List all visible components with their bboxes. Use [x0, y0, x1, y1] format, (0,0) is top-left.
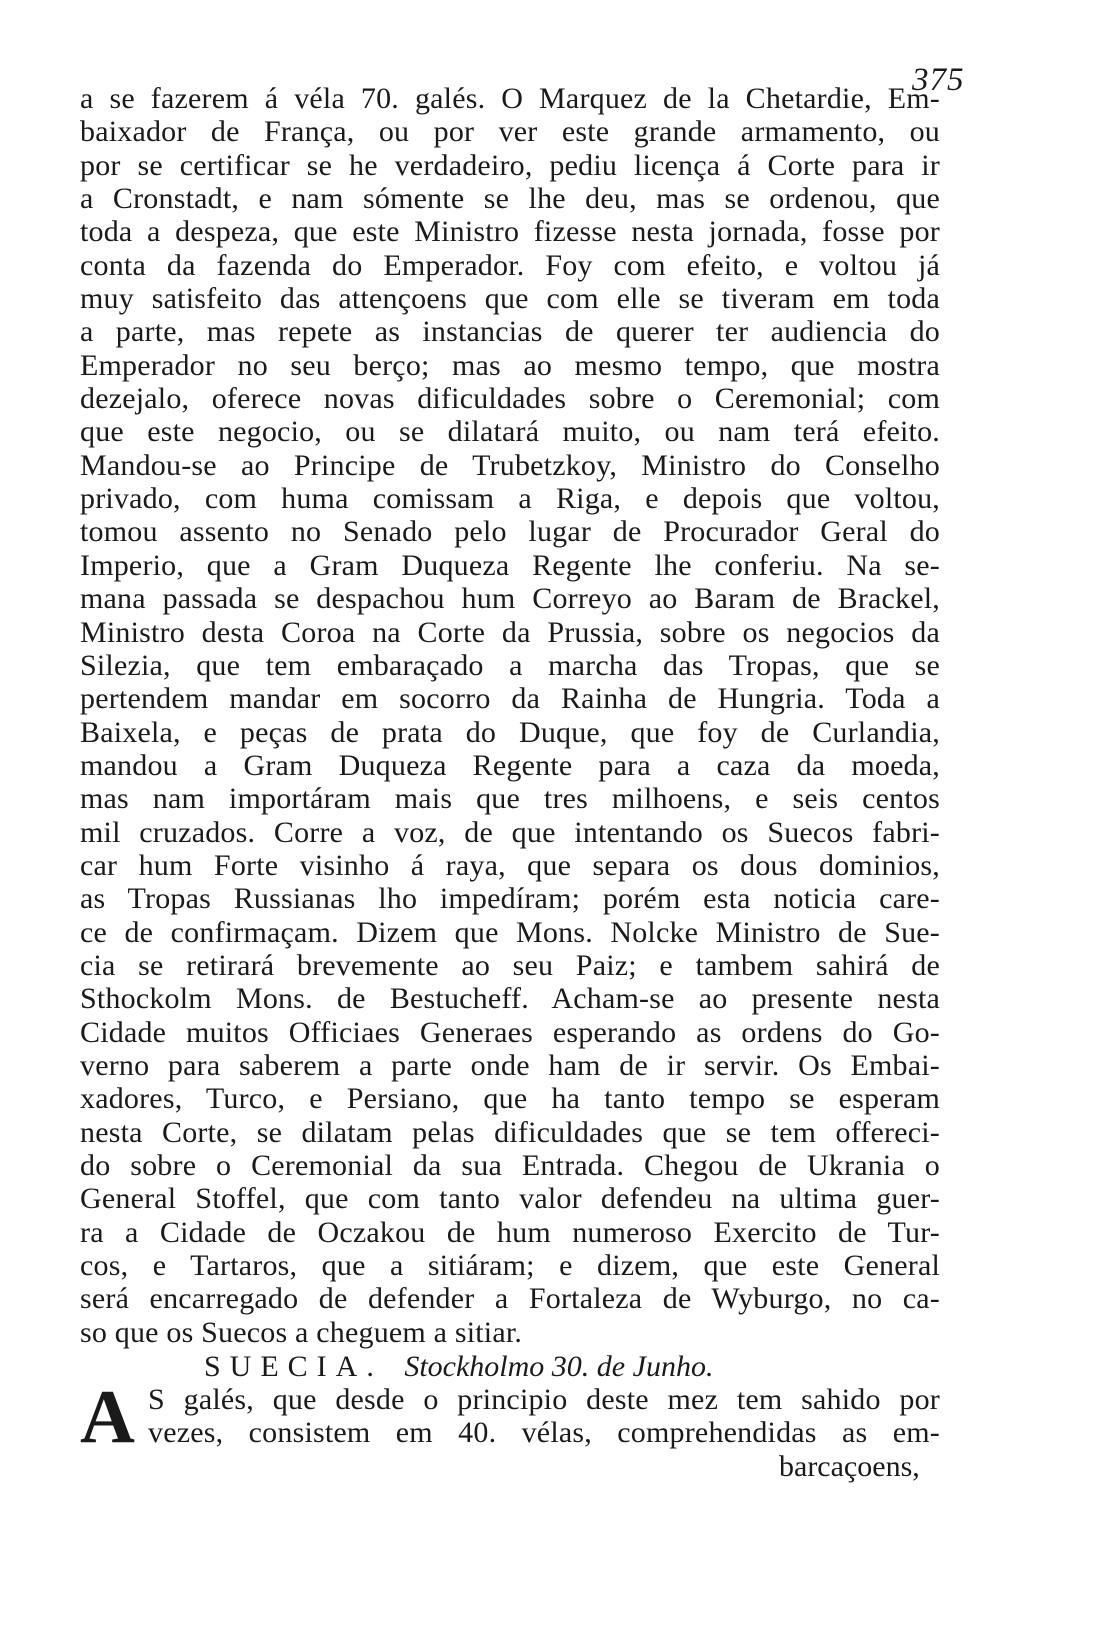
article-body-russia — [80, 82, 940, 1349]
text-line: S galés, que desde o principio deste mez tem sahido por — [148, 1383, 940, 1416]
text-line: privado, com huma comissam a Riga, e depois que voltou, — [80, 482, 940, 516]
text-line: Baixela, e peças de prata do Duque, que foy de Curlandia, — [80, 715, 940, 749]
text-line: General Stoffel, que com tanto valor defendeu na ultima guer- — [80, 1182, 940, 1216]
text-line: nesta Corte, se dilatam pelas dificuldades que se tem offereci- — [80, 1115, 940, 1149]
text-line: Ministro desta Coroa na Corte da Prussia, sobre os negocios da — [80, 615, 940, 649]
text-line: a parte, mas repete as instancias de querer ter audiencia do — [80, 315, 940, 349]
text-line: a se fazerem á véla 70. galés. O Marquez de la Chetardie, Em- — [80, 82, 940, 115]
text-line: conta da fazenda do Emperador. Foy com efeito, e voltou já — [80, 248, 940, 282]
text-line: a Cronstadt, e nam sómente se lhe deu, mas se ordenou, que — [80, 182, 940, 216]
text-line: xadores, Turco, e Persiano, que ha tanto tempo se esperam — [80, 1082, 940, 1116]
text-line: Imperio, que a Gram Duqueza Regente lhe conferiu. Na se- — [80, 548, 940, 582]
section-heading-dateline: Stockholmo 30. de Junho. — [404, 1350, 714, 1383]
text-line: dezejalo, oferece novas dificuldades sobre o Ceremonial; com — [80, 382, 940, 416]
text-line: toda a despeza, que este Ministro fizesse nesta jornada, fosse por — [80, 215, 940, 249]
section-heading — [204, 1350, 713, 1384]
text-line: Emperador no seu berço; mas ao mesmo tempo, que mostra — [80, 348, 940, 382]
text-line: tomou assento no Senado pelo lugar de Procurador Geral do — [80, 515, 940, 549]
section-heading-country: SUECIA. — [204, 1350, 383, 1383]
catchword: barcaçoens, — [779, 1450, 920, 1483]
text-line: cia se retirará brevemente ao seu Paiz; e tambem sahirá de — [80, 948, 940, 982]
text-line: será encarregado de defender a Fortaleza de Wyburgo, no ca- — [80, 1282, 940, 1316]
text-line: do sobre o Ceremonial da sua Entrada. Chegou de Ukrania o — [80, 1149, 940, 1182]
text-line: as Tropas Russianas lho impedíram; porém esta noticia care- — [80, 882, 940, 916]
text-line: mana passada se despachou hum Correyo ao Baram de Brackel, — [80, 582, 940, 616]
paragraph-lines — [148, 1383, 940, 1450]
text-line: vezes, consistem em 40. vélas, comprehendidas as em- — [148, 1416, 940, 1450]
text-line: muy satisfeito das attençoens que com elle se tiveram em toda — [80, 282, 940, 316]
text-line: ra a Cidade de Oczakou de hum numeroso Exercito de Tur- — [80, 1215, 940, 1249]
text-line: Cidade muitos Officiaes Generaes esperando as ordens do Go- — [80, 1015, 940, 1049]
page-number: 375 — [912, 62, 965, 98]
text-line: baixador de França, ou por ver este grande armamento, ou — [80, 115, 940, 149]
text-line: mandou a Gram Duqueza Regente para a caza da moeda, — [80, 748, 940, 782]
text-line: Mandou-se ao Principe de Trubetzkoy, Ministro do Conselho — [80, 448, 940, 482]
text-line: mas nam importáram mais que tres milhoens, e seis centos — [80, 782, 940, 816]
text-line: por se certificar se he verdadeiro, pediu licença á Corte para ir — [80, 148, 940, 182]
text-line: Silezia, que tem embaraçado a marcha das Tropas, que se — [80, 648, 940, 682]
text-line: cos, e Tartaros, que a sitiáram; e dizem, que este General — [80, 1249, 940, 1283]
text-line: car hum Forte visinho á raya, que separa os dous dominios, — [80, 848, 940, 882]
text-line: so que os Suecos a cheguem a sitiar. — [80, 1315, 523, 1349]
text-line: pertendem mandar em socorro da Rainha de Hungria. Toda a — [80, 682, 940, 716]
text-line: que este negocio, ou se dilatará muito, ou nam terá efeito. — [80, 415, 940, 449]
text-line: verno para saberem a parte onde ham de ir servir. Os Embai- — [80, 1048, 940, 1082]
text-line: mil cruzados. Corre a voz, de que intentando os Suecos fabri- — [80, 815, 940, 849]
text-line: Sthockolm Mons. de Bestucheff. Acham-se ao presente nesta — [80, 982, 940, 1016]
text-line: ce de confirmaçam. Dizem que Mons. Nolcke Ministro de Sue- — [80, 915, 940, 949]
drop-cap: A — [80, 1375, 135, 1459]
